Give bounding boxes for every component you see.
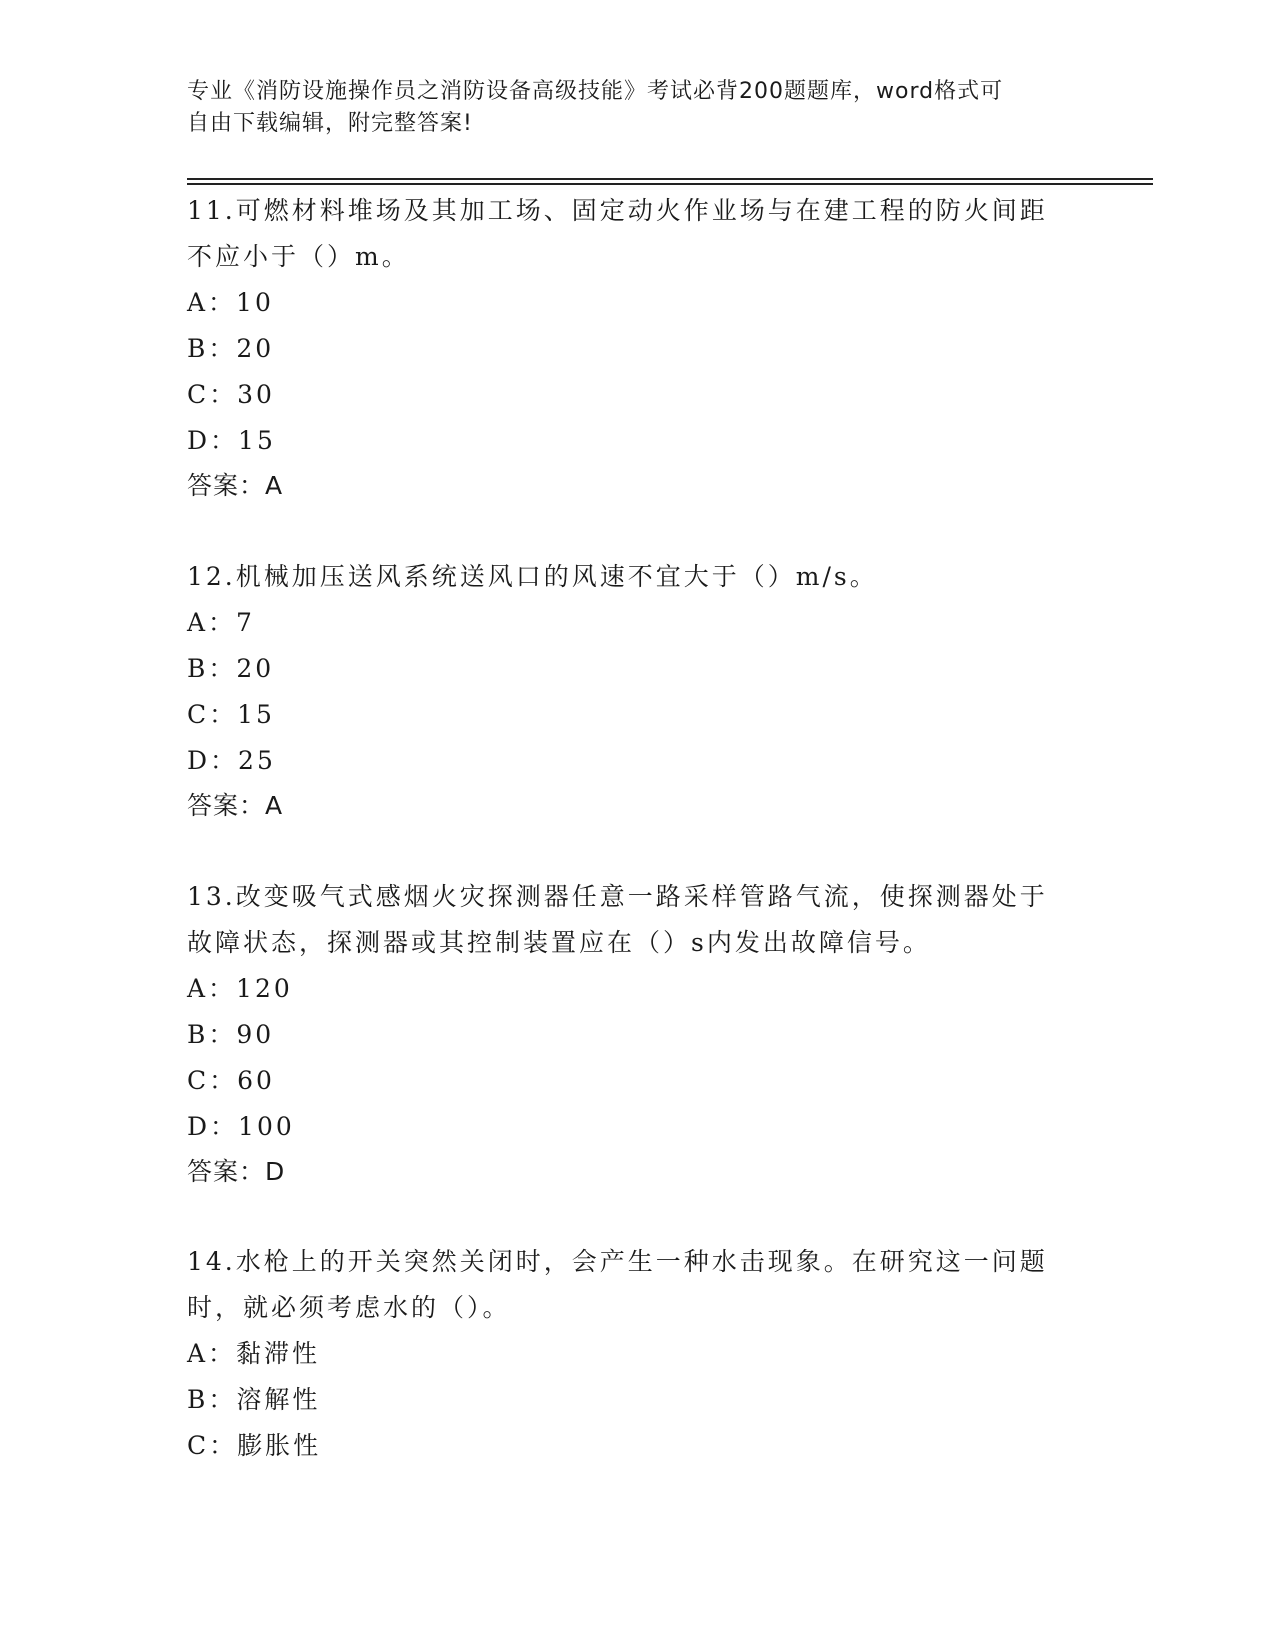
answer: 答案：A (187, 471, 284, 500)
option-b: B：20 (187, 654, 275, 683)
option-d: D：100 (187, 1112, 295, 1141)
option-b: B：90 (187, 1020, 275, 1049)
question-stem-continued: 故障状态，探测器或其控制装置应在（）s内发出故障信号。 (187, 928, 931, 957)
header-line-1: 专业《消防设施操作员之消防设备高级技能》考试必背200题题库，word格式可 (187, 79, 1004, 104)
document-header (187, 76, 1067, 140)
option-c: C：30 (187, 380, 275, 409)
option-a: A：10 (187, 288, 274, 317)
header-line-2: 自由下载编辑，附完整答案! (187, 111, 473, 136)
question-stem: 12.机械加压送风系统送风口的风速不宜大于（）m/s。 (187, 562, 878, 591)
question-stem: 11.可燃材料堆场及其加工场、固定动火作业场与在建工程的防火间距 (187, 196, 1048, 225)
option-c: C：膨胀性 (187, 1431, 322, 1460)
question-stem-continued: 不应小于（）m。 (187, 242, 410, 271)
answer: 答案：D (187, 1157, 286, 1186)
header-divider-bottom (187, 183, 1153, 185)
question-stem-continued: 时，就必须考虑水的（）。 (187, 1293, 511, 1322)
option-d: D：15 (187, 426, 276, 455)
option-a: A：黏滞性 (187, 1339, 321, 1368)
question-12 (187, 554, 1087, 828)
question-14 (187, 1239, 1087, 1469)
option-d: D：25 (187, 746, 276, 775)
option-b: B：20 (187, 334, 275, 363)
question-11 (187, 188, 1087, 508)
answer: 答案：A (187, 791, 284, 820)
option-b: B：溶解性 (187, 1385, 321, 1414)
question-13 (187, 874, 1087, 1194)
option-c: C：60 (187, 1066, 275, 1095)
option-c: C：15 (187, 700, 275, 729)
header-divider-top (187, 178, 1153, 180)
question-stem: 13.改变吸气式感烟火灾探测器任意一路采样管路气流，使探测器处于 (187, 882, 1048, 911)
option-a: A：120 (187, 974, 293, 1003)
option-a: A：7 (187, 608, 255, 637)
question-stem: 14.水枪上的开关突然关闭时，会产生一种水击现象。在研究这一问题 (187, 1247, 1048, 1276)
